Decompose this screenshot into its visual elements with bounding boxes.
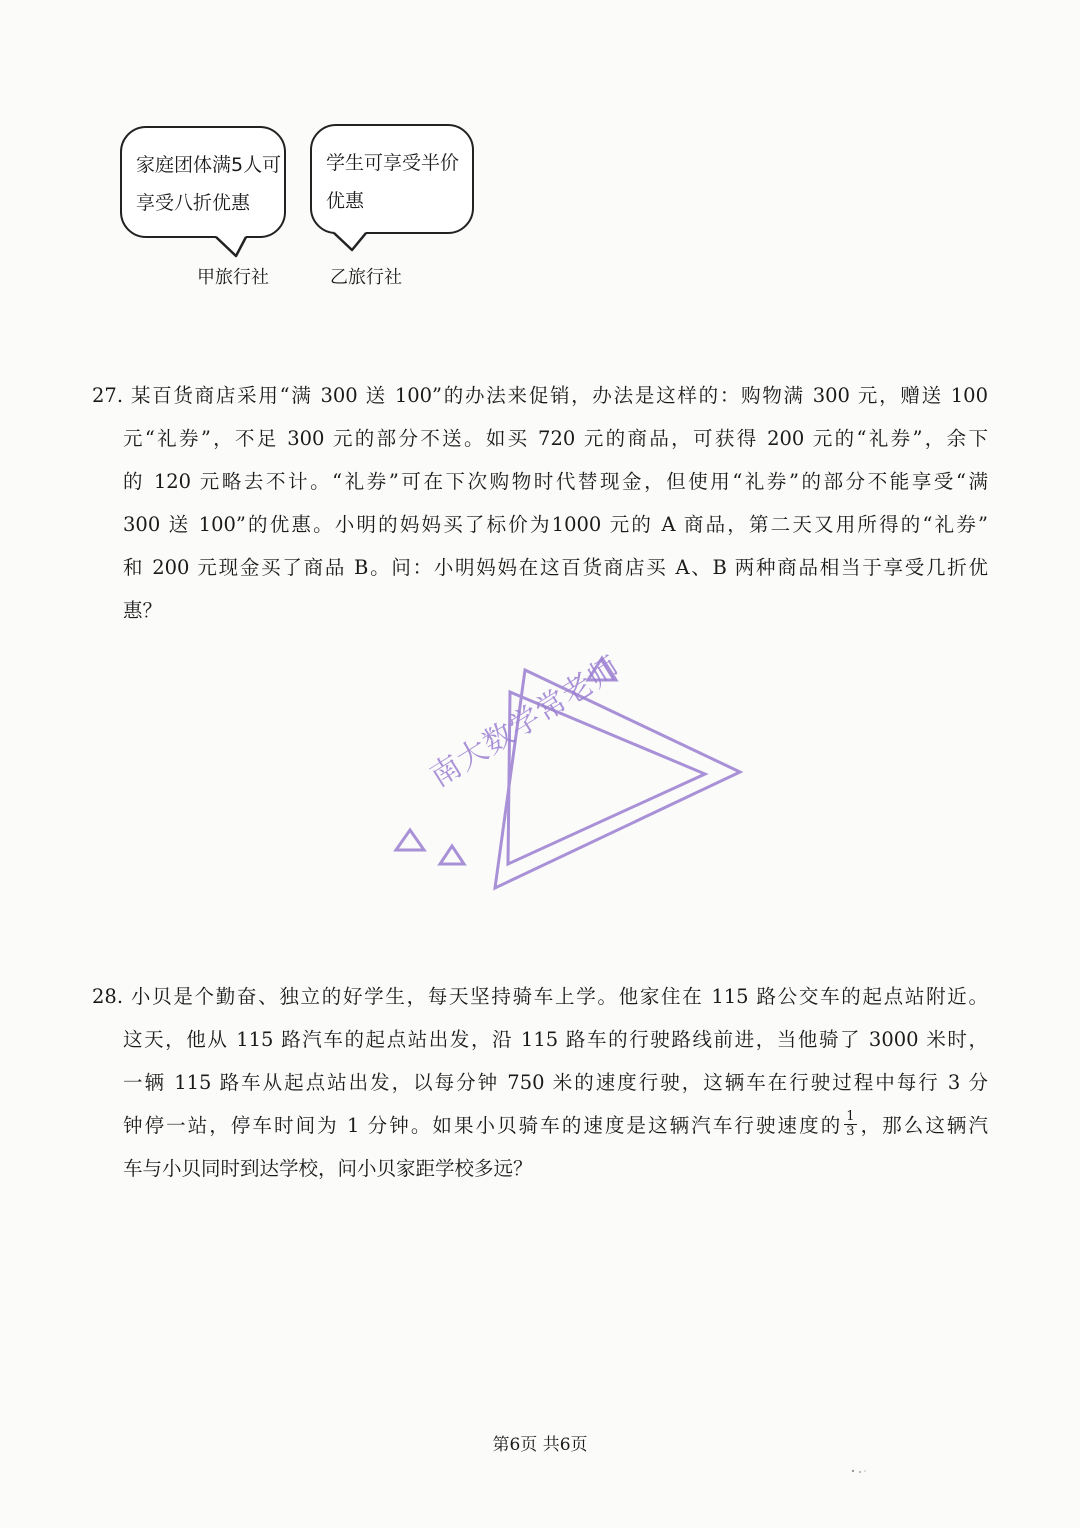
bubble-a-line-2: 享受八折优惠 (136, 192, 251, 214)
bubble-a-tail-icon (212, 234, 252, 260)
problem-27-line-2: 元“礼券”，不足 300 元的部分不送。如买 720 元的商品，可获得 200 元的“礼券”，余下 (123, 427, 988, 450)
problem-27 (92, 374, 988, 632)
problem-28-line-5: 车与小贝同时到达学校，问小贝家距学校多远？ (123, 1157, 533, 1180)
problem-27-number: 27. (92, 384, 124, 407)
fraction-denominator: 3 (846, 1124, 855, 1139)
problem-27-line-5: 和 200 元现金买了商品 B。问：小明妈妈在这百货商店买 A、B 两种商品相当于享受几折优 (123, 556, 988, 579)
problem-27-line-4: 300 送 100”的优惠。小明的妈妈买了标价为1000 元的 A 商品，第二天又用所得的“礼券” (123, 513, 988, 536)
fraction-one-third (844, 1110, 856, 1139)
page-footer: 第6页 共6页 (492, 1435, 588, 1455)
scan-speck-icon (850, 1468, 868, 1474)
problem-28-line-1-text: 小贝是个勤奋、独立的好学生，每天坚持骑车上学。他家住在 115 路公交车的起点站附近。 (130, 985, 988, 1008)
problem-28-line-4-text: 钟停一站，停车时间为 1 分钟。如果小贝骑车的速度是这辆汽车行驶速度的 (123, 1114, 843, 1137)
bubble-b-line-1: 学生可享受半价 (326, 152, 460, 174)
problem-27-line-1 (92, 374, 988, 417)
problem-28-line-3: 一辆 115 路车从起点站出发，以每分钟 750 米的速度行驶，这辆车在行驶过程中每行 3 分 (123, 1071, 988, 1094)
problem-28-line-4-tail: ，那么这辆汽 (858, 1114, 988, 1137)
agency-a-label: 甲旅行社 (197, 267, 269, 288)
problem-27-line-6: 惠？ (123, 599, 163, 622)
speech-bubble-agency-b (310, 124, 474, 234)
problem-28-line-2: 这天，他从 115 路汽车的起点站出发，沿 115 路车的行驶路线前进，当他骑了 3000 米时， (123, 1028, 988, 1051)
bubble-b-tail-icon (330, 230, 370, 254)
bubble-b-line-2: 优惠 (326, 190, 365, 212)
watermark-text: 南大数学常老师 (424, 649, 627, 795)
bubble-a-line-1: 家庭团体满5人可 (136, 154, 282, 176)
speech-bubble-agency-a (120, 126, 286, 238)
problem-28-line-1 (92, 975, 988, 1018)
agency-b-label: 乙旅行社 (330, 267, 402, 288)
problem-27-line-3: 的 120 元略去不计。“礼券”可在下次购物时代替现金，但使用“礼券”的部分不能享受“满 (123, 470, 988, 493)
problem-28-number: 28. (92, 985, 124, 1008)
problem-27-line-1-text: 某百货商店采用“满 300 送 100”的办法来促销，办法是这样的：购物满 300 元，赠送 100 (130, 384, 988, 407)
problem-28 (92, 975, 988, 1190)
problem-28-line-4 (92, 1104, 988, 1147)
fraction-numerator: 1 (846, 1109, 855, 1124)
